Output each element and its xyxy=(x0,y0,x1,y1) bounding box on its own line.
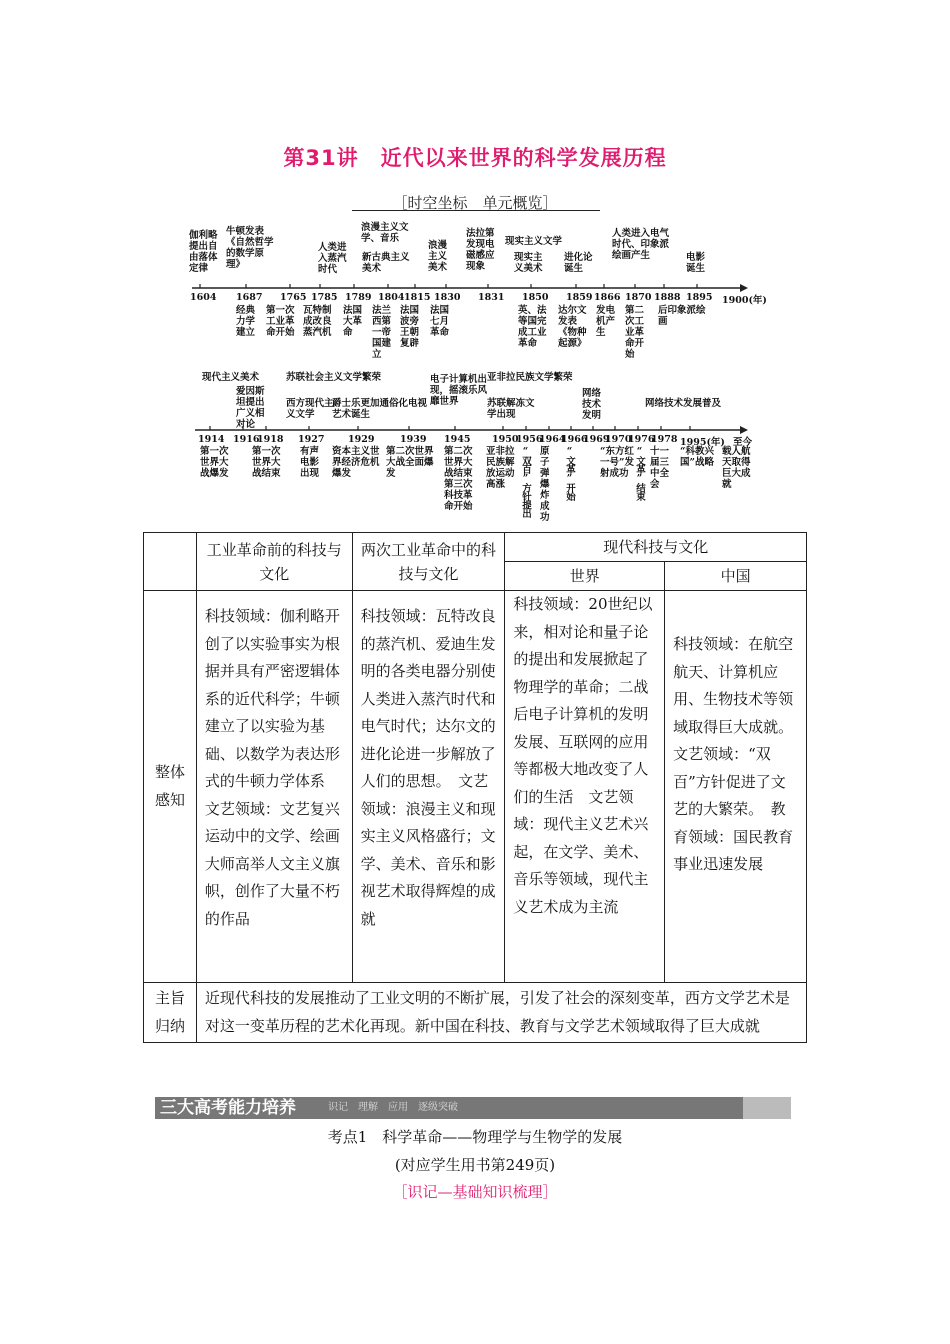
tl1-year: 1870 xyxy=(625,292,652,303)
tl1-event: 伽利略提出自由落体定律 xyxy=(189,230,218,274)
tl2-event: “文革”开始 xyxy=(564,446,575,500)
tl2-year: 1927 xyxy=(298,434,325,445)
overview-table xyxy=(143,532,807,1043)
tl2-event: 爵士乐更加通俗化电视艺术诞生 xyxy=(332,398,428,420)
tl2-year: 1976 xyxy=(628,434,655,445)
header-industrial: 两次工业革命中的科技与文化 xyxy=(352,533,505,591)
tl2-year: 1995(年) xyxy=(680,437,725,448)
tl1-year: 1895 xyxy=(686,292,713,303)
tl1-year: 1859 xyxy=(566,292,593,303)
tl1-year: 1789 xyxy=(345,292,372,303)
tl2-event: 第一次世界大战爆发 xyxy=(200,446,229,479)
tl1-year: 1765 xyxy=(280,292,307,303)
tl1-event: 第二次工业革命开始 xyxy=(625,305,645,360)
tl2-axis-end: 至今 xyxy=(733,437,753,448)
tl1-event: 法国大革命 xyxy=(343,305,363,338)
row-label-summary: 主旨归纳 xyxy=(144,983,197,1043)
book-reference: (对应学生用书第249页) xyxy=(394,1156,556,1174)
tl1-event: 新古典主义美术 xyxy=(362,252,410,274)
tl1-year: 1604 xyxy=(190,292,217,303)
tl2-event: 现代主义美术 xyxy=(202,372,260,383)
tl1-year: 1888 xyxy=(654,292,681,303)
tl2-event: 资本主义世界经济危机爆发 xyxy=(332,446,380,479)
tl2-year: 1929 xyxy=(348,434,375,445)
tl1-event: 后印象派绘画 xyxy=(658,305,706,327)
tl2-year: 1966 xyxy=(561,434,588,445)
tl2-event: “双百”方针提出 xyxy=(520,446,531,517)
tl2-year: 1978 xyxy=(651,434,678,445)
timeline-1-arrow xyxy=(740,284,748,292)
cell-pre-industrial: 科技领域：伽利略开创了以实验事实为根据并具有严密逻辑体系的近代科学；牛顿建立了以实验为基础、以数学为表达形式的牛顿力学体系 文艺领域：文艺复兴运动中的文学、绘画大师高举人文主义旗帜，创作了大量不朽的作品 xyxy=(196,591,352,983)
tl1-year: 1785 xyxy=(311,292,338,303)
tl2-event: 原子弹爆炸成功 xyxy=(540,446,550,523)
row-label-overall: 整体感知 xyxy=(144,591,197,983)
header-world: 世界 xyxy=(505,562,665,591)
section-title: 三大高考能力培养 xyxy=(160,1098,296,1118)
tl1-year: 1815 xyxy=(404,292,431,303)
tl2-year: 1945 xyxy=(444,434,471,445)
tl1-event: 法兰西第一帝国建立 xyxy=(372,305,392,360)
cell-china: 科技领域：在航空航天、计算机应用、生物技术等领域取得巨大成就。 文艺领域：“双百”方针促进了文艺的大繁荣。 教育领域：国民教育事业迅速发展 xyxy=(665,591,807,983)
tl1-event: 牛顿发表《自然哲学的数学原理》 xyxy=(226,226,274,270)
tl1-event: 人类进入蒸汽时代 xyxy=(318,242,347,275)
tl2-event: 网络技术发明 xyxy=(582,388,602,421)
tl2-event: 第二次世界大战结束第三次科技革命开始 xyxy=(444,446,473,512)
tl1-event: 现实主义文学 xyxy=(505,236,563,247)
tl1-event: 瓦特制成改良蒸汽机 xyxy=(303,305,332,338)
header-modern: 现代科技与文化 xyxy=(505,533,807,562)
section-tagline: 识记 理解 应用 逐级突破 xyxy=(328,1102,458,1113)
tl1-event: 法拉第发现电磁感应现象 xyxy=(466,228,495,272)
tl1-event: 电影诞生 xyxy=(686,252,706,274)
tl1-event: 现实主义美术 xyxy=(514,252,543,274)
shiji-heading: ［识记—基础知识梳理］ xyxy=(392,1183,558,1201)
tl1-event: 发电机产生 xyxy=(596,305,616,338)
tl2-event: “东方红一号”发射成功 xyxy=(600,446,634,479)
tl1-event: 经典力学建立 xyxy=(236,305,256,338)
tl2-event: 有声电影出现 xyxy=(300,446,320,479)
tl1-axis-end: 1900(年) xyxy=(722,295,767,306)
tl2-event: “文革”结束 xyxy=(634,446,645,500)
tl1-year: 1687 xyxy=(236,292,263,303)
tl2-year: 1969 xyxy=(583,434,610,445)
tl1-event: 第一次工业革命开始 xyxy=(266,305,295,338)
tl1-year: 1831 xyxy=(478,292,505,303)
timeline-2-arrow xyxy=(740,426,748,434)
tl2-year: 1950 xyxy=(492,434,519,445)
tl2-event: 爱因斯坦提出广义相对论 xyxy=(236,386,265,430)
tl2-year: 1918 xyxy=(257,434,284,445)
cell-world: 科技领域：20世纪以来，相对论和量子论的提出和发展掀起了物理学的革命；二战后电子计算机的发明发展、互联网的应用等都极大地改变了人们的生活 文艺领域：现代主义艺术兴起，在文学、美术、音乐等领域，现代主义艺术成为主流 xyxy=(505,591,665,983)
tl2-event: 亚非拉民族解放运动高涨 xyxy=(486,446,515,490)
tl2-year: 1956 xyxy=(516,434,543,445)
tl2-event: 亚非拉民族文学繁荣 xyxy=(487,372,573,383)
tl1-year: 1830 xyxy=(434,292,461,303)
table-corner xyxy=(144,533,197,591)
tl1-event: 人类进入电气时代、印象派绘画产生 xyxy=(612,228,670,261)
cell-summary: 近现代科技的发展推动了工业文明的不断扩展，引发了社会的深刻变革，西方文学艺术是对这一变革历程的艺术化再现。新中国在科技、教育与文学艺术领域取得了巨大成就 xyxy=(196,983,806,1043)
tl1-event: 法国波旁王朝复辟 xyxy=(400,305,420,349)
tl1-year: 1866 xyxy=(594,292,621,303)
tl1-event: 浪漫主义文学、音乐 xyxy=(361,222,409,244)
tl2-event: 载人航天取得巨大成就 xyxy=(722,446,751,490)
tl2-event: 苏联社会主义文学繁荣 xyxy=(286,372,382,383)
tl2-year: 1970 xyxy=(605,434,632,445)
tl2-event: 十一届三中全会 xyxy=(650,446,670,490)
tl1-event: 浪漫主义美术 xyxy=(428,240,448,273)
tl2-year: 1916 xyxy=(233,434,260,445)
tl2-year: 1914 xyxy=(198,434,225,445)
tl2-event: “科教兴国”战略 xyxy=(680,446,714,468)
tl1-year: 1804 xyxy=(378,292,405,303)
header-pre-industrial: 工业革命前的科技与文化 xyxy=(196,533,352,591)
tl1-year: 1850 xyxy=(522,292,549,303)
kaodian-heading: 考点1 科学革命——物理学与生物学的发展 xyxy=(327,1128,623,1146)
tl2-event: 第二次世界大战全面爆发 xyxy=(386,446,434,479)
section-banner-tail xyxy=(743,1097,791,1119)
tl2-year: 1939 xyxy=(400,434,427,445)
tl2-event: 网络技术发展普及 xyxy=(645,398,722,409)
cell-industrial: 科技领域：瓦特改良的蒸汽机、爱迪生发明的各类电器分别使人类进入蒸汽时代和电气时代；达尔文的进化论进一步解放了人们的思想。 文艺领域：浪漫主义和现实主义风格盛行；文学、美术、音乐和影视艺术取得辉煌的成就 xyxy=(352,591,505,983)
tl2-event: 第一次世界大战结束 xyxy=(252,446,281,479)
tl1-event: 英、法等国完成工业革命 xyxy=(518,305,547,349)
tl1-event: 法国七月革命 xyxy=(430,305,450,338)
tl2-event: 电子计算机出现，摇滚乐风靡世界 xyxy=(430,374,488,407)
header-china: 中国 xyxy=(665,562,807,591)
tl1-event: 达尔文发表《物种起源》 xyxy=(558,305,587,349)
tl2-year: 1964 xyxy=(539,434,566,445)
section-subtitle: ［时空坐标 单元概览］ xyxy=(392,194,558,212)
page-title: 第31讲 近代以来世界的科学发展历程 xyxy=(283,146,667,170)
tl1-event: 进化论诞生 xyxy=(564,252,593,274)
tl2-event: 苏联解冻文学出现 xyxy=(487,398,535,420)
tl2-event: 西方现代主义文学 xyxy=(286,398,334,420)
